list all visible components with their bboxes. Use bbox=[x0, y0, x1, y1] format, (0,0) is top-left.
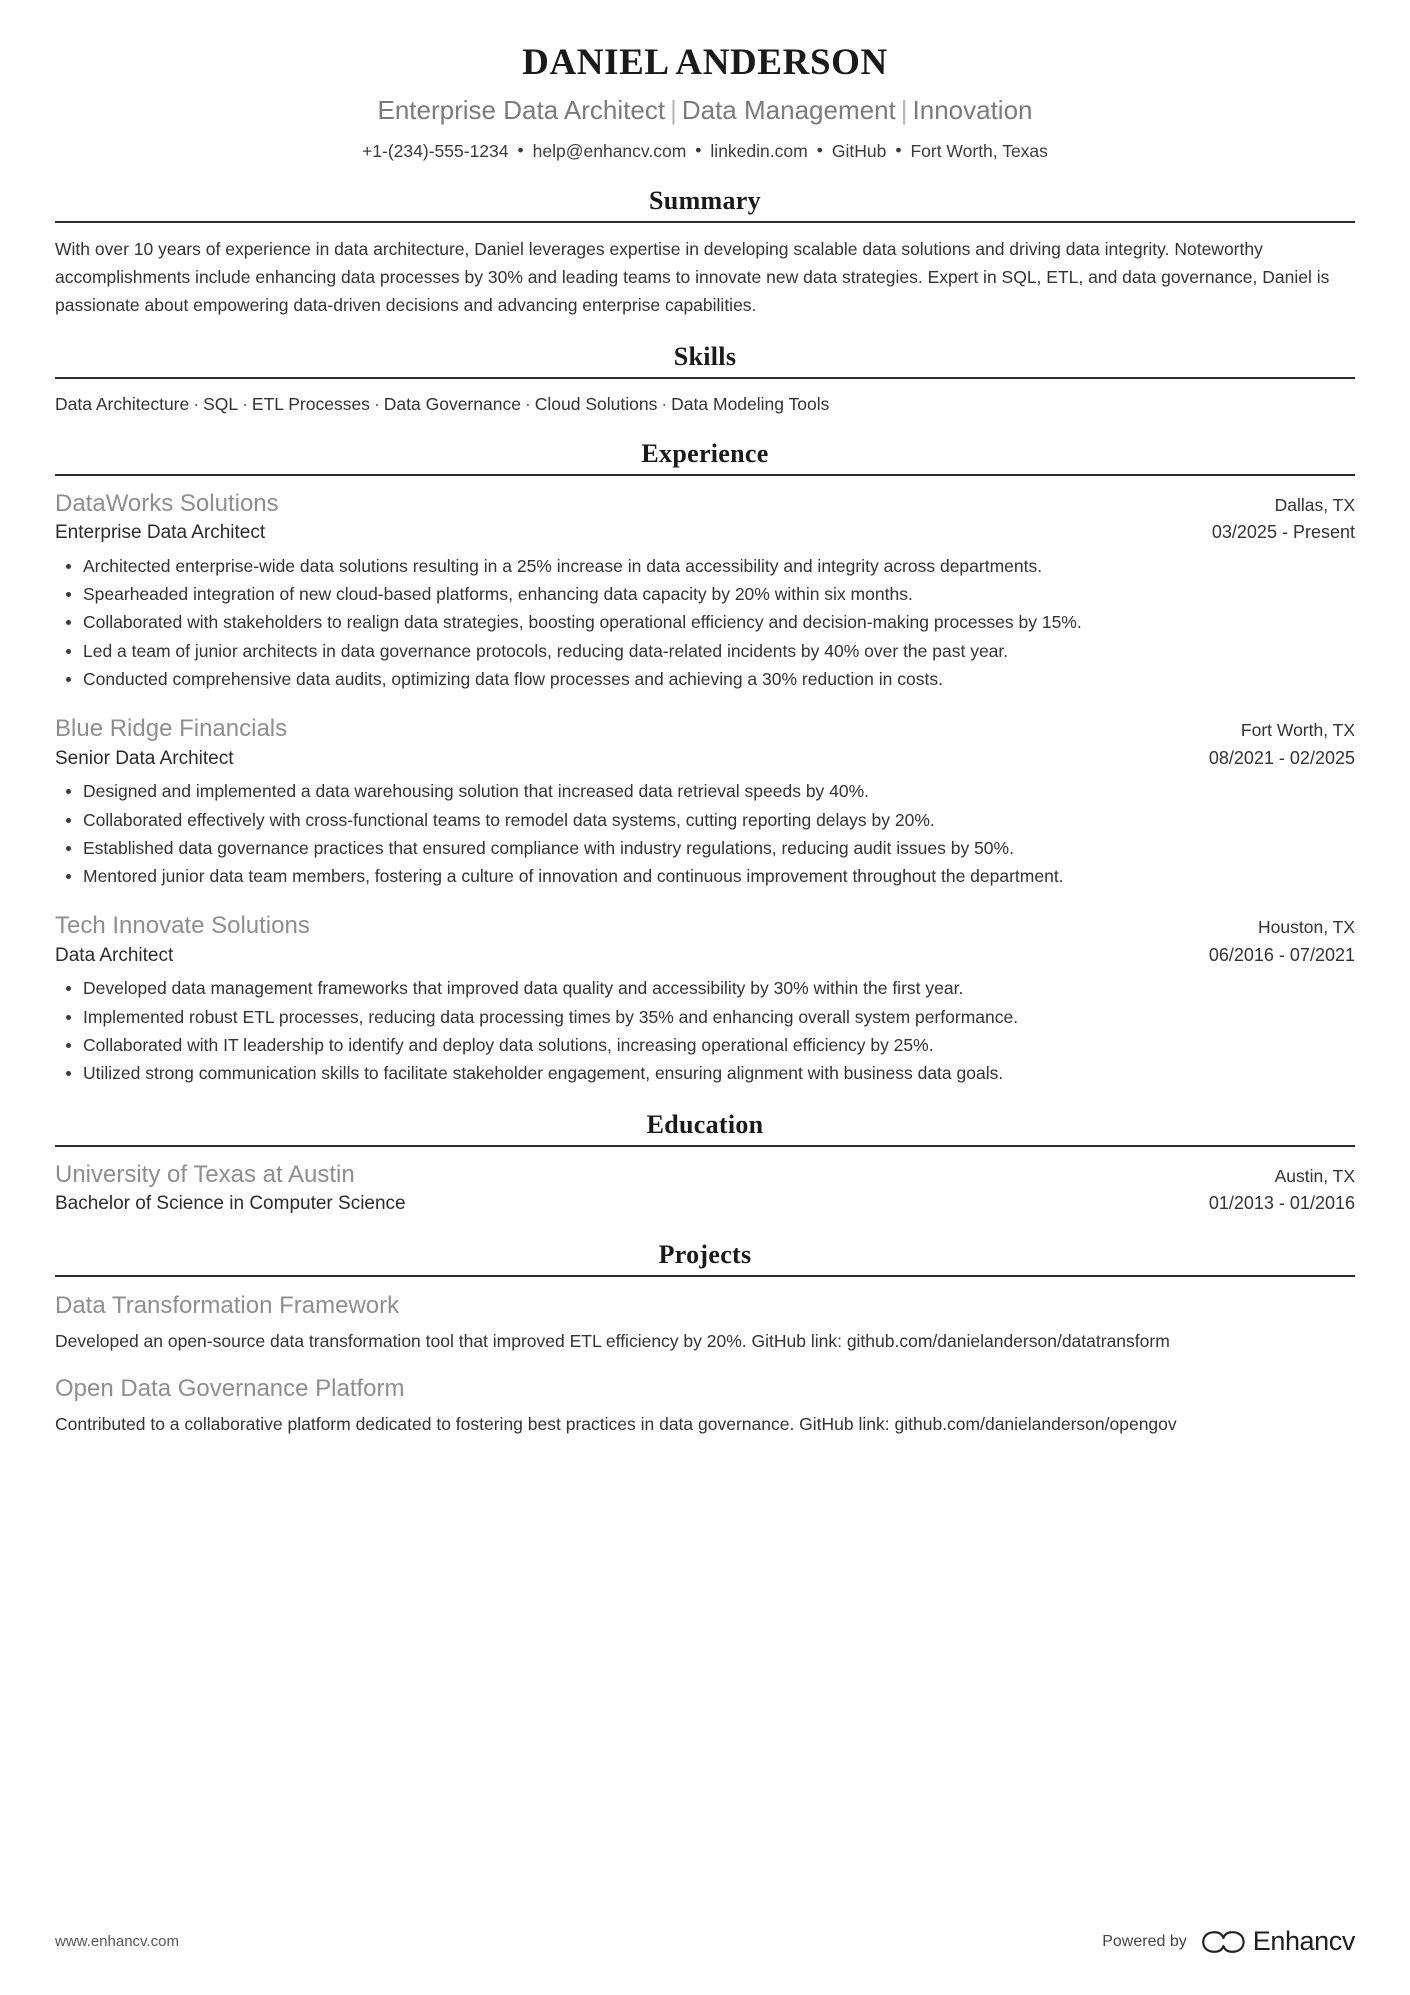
headline-separator: | bbox=[900, 95, 908, 126]
experience-org-row bbox=[55, 713, 1355, 745]
summary-text: With over 10 years of experience in data architecture, Daniel leverages expertise in developing scalable data solutions and driving data integrity. Noteworthy accomplishments include enhancing data processes by 30% and leading teams to innovate new data strategies. Expert in SQL, ETL, and data governance, Daniel is passionate about empowering data-driven decisions and advancing enterprise capabilities. bbox=[55, 238, 1330, 316]
skill-separator: · bbox=[661, 393, 668, 414]
contact-separator-dot: • bbox=[517, 140, 524, 161]
experience-organization: Blue Ridge Financials bbox=[55, 715, 288, 743]
project-title: Data Transformation Framework bbox=[55, 1291, 400, 1319]
section-skills bbox=[55, 342, 1355, 417]
education-body bbox=[55, 1147, 1355, 1218]
experience-org-row bbox=[55, 910, 1355, 942]
experience-bullet: Spearheaded integration of new cloud-based platforms, enhancing data capacity by 20% within six months. bbox=[57, 581, 1355, 608]
project-description: Contributed to a collaborative platform dedicated to fostering best practices in data governance. GitHub link: github.com/danielanderson/opengov bbox=[55, 1414, 1177, 1435]
contact-email[interactable]: help@enhancv.com bbox=[532, 141, 687, 162]
experience-org-row bbox=[55, 488, 1355, 520]
contact-separator-dot: • bbox=[816, 140, 823, 161]
experience-bullet-list bbox=[55, 778, 1355, 890]
headline-part-2: Innovation bbox=[912, 95, 1033, 126]
experience-bullet-list bbox=[55, 553, 1355, 693]
section-title-summary: Summary bbox=[649, 185, 761, 215]
experience-bullet: Architected enterprise-wide data solutions resulting in a 25% increase in data accessibility and integrity across departments. bbox=[57, 553, 1355, 580]
experience-entry bbox=[55, 713, 1355, 890]
experience-body bbox=[55, 476, 1355, 1088]
experience-bullet: Collaborated with stakeholders to realign data strategies, boosting operational efficiency and decision-making processes by 15%. bbox=[57, 609, 1355, 636]
experience-bullet-list bbox=[55, 975, 1355, 1087]
resume-header bbox=[55, 0, 1355, 164]
headline-part-0: Enterprise Data Architect bbox=[377, 95, 666, 126]
project-description: Developed an open-source data transformation tool that improved ETL efficiency by 20%. GitHub link: github.com/danielanderson/datatransform bbox=[55, 1331, 1170, 1352]
education-degree: Bachelor of Science in Computer Science bbox=[55, 1193, 406, 1215]
experience-location: Fort Worth, TX bbox=[1240, 720, 1355, 741]
footer-branding bbox=[1102, 1926, 1355, 1957]
project-entry bbox=[55, 1372, 1355, 1439]
education-school-row bbox=[55, 1159, 1355, 1191]
experience-bullet: Established data governance practices that ensured compliance with industry regulations, reducing audit issues by 50%. bbox=[57, 835, 1355, 862]
experience-bullet: Implemented robust ETL processes, reducing data processing times by 35% and enhancing overall system performance. bbox=[57, 1004, 1355, 1031]
enhancv-logo[interactable] bbox=[1201, 1926, 1355, 1957]
skill-item: Cloud Solutions bbox=[534, 393, 658, 414]
skills-list bbox=[55, 391, 1355, 417]
experience-role-row bbox=[55, 520, 1355, 547]
contact-line bbox=[55, 139, 1355, 164]
headline-separator: | bbox=[670, 95, 677, 126]
skill-separator: · bbox=[242, 393, 248, 414]
education-school: University of Texas at Austin bbox=[55, 1160, 355, 1188]
experience-dates: 06/2016 - 07/2021 bbox=[1208, 944, 1355, 965]
experience-role: Enterprise Data Architect bbox=[55, 522, 266, 544]
experience-bullet: Designed and implemented a data warehousing solution that increased data retrieval speeds by 40%. bbox=[57, 778, 1355, 805]
experience-bullet: Utilized strong communication skills to facilitate stakeholder engagement, ensuring alignment with business data goals. bbox=[57, 1060, 1355, 1087]
experience-bullet: Led a team of junior architects in data governance protocols, reducing data-related incidents by 40% over the past year. bbox=[57, 638, 1355, 665]
section-title-skills: Skills bbox=[673, 341, 737, 371]
education-location: Austin, TX bbox=[1274, 1165, 1355, 1186]
contact-separator-dot: • bbox=[895, 140, 902, 161]
experience-dates: 08/2021 - 02/2025 bbox=[1208, 747, 1355, 768]
experience-organization: DataWorks Solutions bbox=[55, 489, 279, 517]
project-title: Open Data Governance Platform bbox=[55, 1374, 405, 1402]
contact-location: Fort Worth, Texas bbox=[910, 141, 1048, 162]
section-summary bbox=[55, 186, 1355, 320]
experience-bullet: Conducted comprehensive data audits, optimizing data flow processes and achieving a 30% reduction in costs. bbox=[57, 666, 1355, 693]
enhancv-wordmark: Enhancv bbox=[1252, 1926, 1355, 1956]
education-entry bbox=[55, 1159, 1355, 1218]
skill-item: Data Architecture bbox=[55, 393, 190, 414]
contact-linkedin[interactable]: linkedin.com bbox=[710, 141, 808, 162]
skill-separator: · bbox=[524, 393, 531, 414]
skill-separator: · bbox=[373, 393, 380, 414]
skill-separator: · bbox=[193, 393, 200, 414]
skill-item: Data Governance bbox=[383, 393, 521, 414]
section-projects bbox=[55, 1240, 1355, 1439]
experience-entry bbox=[55, 910, 1355, 1087]
candidate-name: DANIEL ANDERSON bbox=[522, 42, 888, 83]
project-entry bbox=[55, 1289, 1355, 1356]
skill-item: ETL Processes bbox=[251, 393, 370, 414]
experience-role: Senior Data Architect bbox=[55, 747, 234, 769]
section-title-experience: Experience bbox=[641, 438, 769, 468]
section-experience bbox=[55, 439, 1355, 1088]
experience-role-row bbox=[55, 943, 1355, 970]
experience-location: Houston, TX bbox=[1258, 917, 1355, 938]
skill-item: Data Modeling Tools bbox=[671, 393, 830, 414]
experience-bullet: Mentored junior data team members, fostering a culture of innovation and continuous improvement throughout the department. bbox=[57, 863, 1355, 890]
skills-body bbox=[55, 379, 1355, 417]
skill-item: SQL bbox=[203, 393, 239, 414]
section-title-education: Education bbox=[646, 1109, 764, 1139]
experience-bullet: Collaborated effectively with cross-functional teams to remodel data systems, cutting reporting delays by 20%. bbox=[57, 807, 1355, 834]
candidate-headline bbox=[55, 94, 1355, 128]
education-degree-row bbox=[55, 1191, 1355, 1218]
section-education bbox=[55, 1110, 1355, 1218]
enhancv-mark-icon bbox=[1201, 1928, 1245, 1956]
powered-by-label: Powered by bbox=[1102, 1932, 1187, 1950]
experience-bullet: Collaborated with IT leadership to identify and deploy data solutions, increasing operational efficiency by 25%. bbox=[57, 1032, 1355, 1059]
contact-separator-dot: • bbox=[695, 140, 702, 161]
experience-role-row bbox=[55, 746, 1355, 773]
summary-body bbox=[55, 223, 1355, 320]
experience-dates: 03/2025 - Present bbox=[1211, 522, 1355, 543]
experience-role: Data Architect bbox=[55, 944, 174, 966]
experience-bullet: Developed data management frameworks that improved data quality and accessibility by 30% within the first year. bbox=[57, 975, 1355, 1002]
experience-organization: Tech Innovate Solutions bbox=[55, 912, 310, 940]
experience-location: Dallas, TX bbox=[1274, 494, 1355, 515]
section-title-projects: Projects bbox=[658, 1239, 752, 1269]
contact-github[interactable]: GitHub bbox=[831, 141, 887, 162]
headline-part-1: Data Management bbox=[681, 95, 896, 126]
projects-body bbox=[55, 1277, 1355, 1439]
page-footer bbox=[55, 1926, 1355, 1957]
experience-entry bbox=[55, 488, 1355, 693]
contact-phone: +1-(234)-555-1234 bbox=[362, 141, 509, 162]
education-dates: 01/2013 - 01/2016 bbox=[1208, 1193, 1355, 1214]
footer-website-url[interactable]: www.enhancv.com bbox=[55, 1933, 179, 1950]
